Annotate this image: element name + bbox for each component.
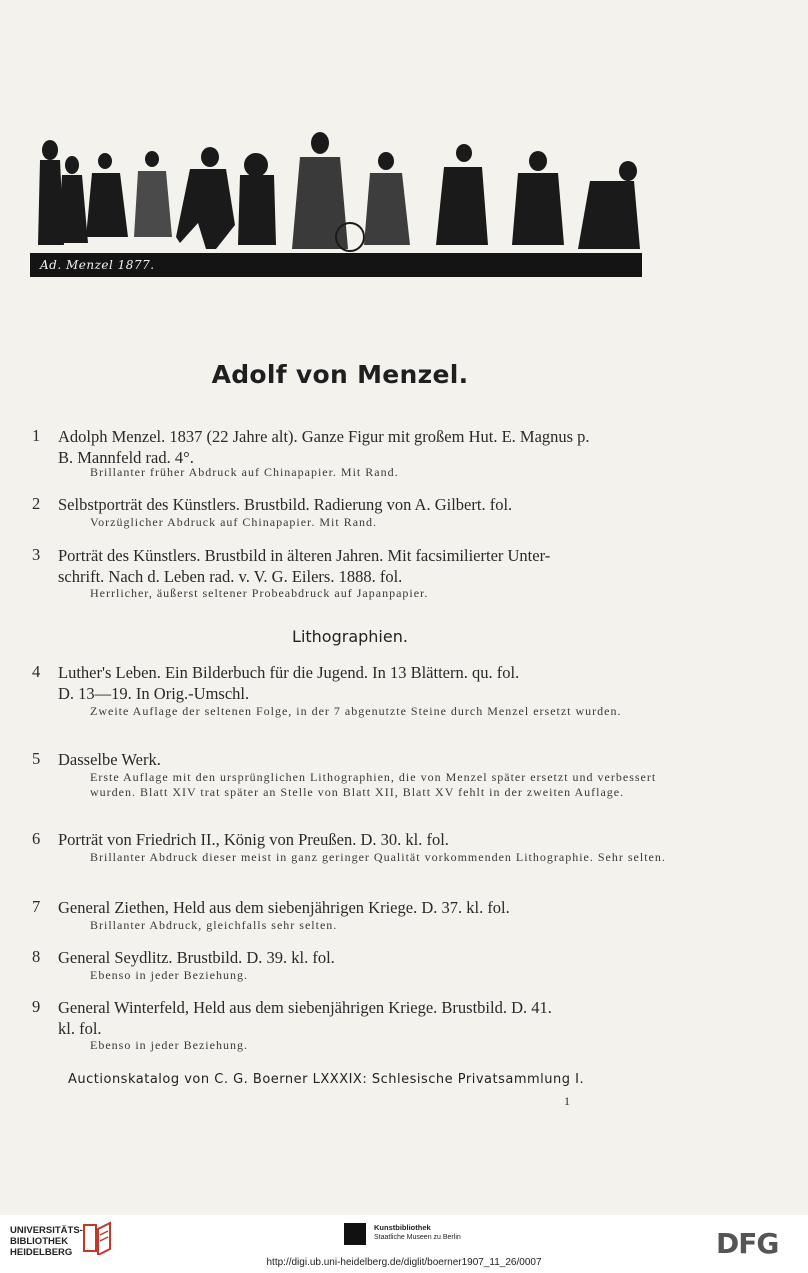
- entry-note: Erste Auflage mit den ursprünglichen Lithographien, die von Menzel später ersetzt und verbessert wurden. Blatt XIV trat später an Stelle von Blatt XII, Blatt XV fehlt in der zweiten Auflage.: [90, 770, 657, 799]
- entry-title: Luther's Leben. Ein Bilderbuch für die Jugend. In 13 Blättern. qu. fol. D. 13—19. In Orig.-Umschl.: [58, 663, 520, 703]
- dfg-logo[interactable]: DFG: [716, 1227, 779, 1260]
- entry-title: Adolph Menzel. 1837 (22 Jahre alt). Ganze Figur mit großem Hut. E. Magnus p. B. Mannfeld rad. 4°.: [58, 427, 590, 467]
- entry-title: Dasselbe Werk.: [58, 750, 161, 769]
- entry-number: 2: [32, 494, 41, 513]
- entry-number: 4: [32, 662, 41, 681]
- entry-number: 5: [32, 749, 41, 768]
- entry-note: Ebenso in jeder Beziehung.: [90, 968, 248, 982]
- kb-title: Kunstbibliothek: [374, 1223, 431, 1232]
- entry-number: 3: [32, 545, 41, 564]
- entry-note: Vorzüglicher Abdruck auf Chinapapier. Mit Rand.: [90, 515, 378, 529]
- kunstbibliothek-label: [374, 1223, 461, 1242]
- entry-note: Herrlicher, äußerst seltener Probeabdruck auf Japanpapier.: [90, 586, 429, 600]
- entry-note: Zweite Auflage der seltenen Folge, in der 7 abgenutzte Steine durch Menzel ersetzt wurden.: [90, 704, 622, 718]
- entry-title: General Winterfeld, Held aus dem siebenjährigen Kriege. Brustbild. D. 41. kl. fol.: [58, 998, 552, 1038]
- entry-number: 7: [32, 897, 41, 916]
- uni-logo-line: UNIVERSITÄTS-: [10, 1225, 83, 1236]
- digitization-footer: [0, 1215, 808, 1273]
- catalog-footer-line: Auctionskatalog von C. G. Boerner LXXXIX: Schlesische Privatsammlung I.: [68, 1072, 585, 1087]
- section-heading: Lithographien.: [292, 627, 408, 646]
- entry-number: 8: [32, 947, 41, 966]
- entry-number: 6: [32, 829, 41, 848]
- kb-subtitle: Staatliche Museen zu Berlin: [374, 1234, 461, 1241]
- page-number: 1: [564, 1094, 570, 1108]
- uni-logo-line: HEIDELBERG: [10, 1247, 73, 1258]
- entry-note: Brillanter Abdruck, gleichfalls sehr selten.: [90, 918, 338, 932]
- artist-signature: Ad. Menzel 1877.: [40, 258, 155, 272]
- entry-title: Porträt des Künstlers. Brustbild in älteren Jahren. Mit facsimilierter Unter- schrift. Nach d. Leben rad. v. V. G. Eilers. 1888. fol.: [58, 546, 551, 586]
- university-seal-icon: [80, 1221, 114, 1255]
- entry-note: Brillanter früher Abdruck auf Chinapapier. Mit Rand.: [90, 465, 399, 479]
- university-library-logo[interactable]: [10, 1225, 83, 1258]
- uni-logo-line: BIBLIOTHEK: [10, 1236, 69, 1247]
- permalink-url[interactable]: http://digi.ub.uni-heidelberg.de/diglit/boerner1907_11_26/0007: [266, 1257, 542, 1268]
- entry-number: 1: [32, 426, 41, 445]
- entry-title: Porträt von Friedrich II., König von Preußen. D. 30. kl. fol.: [58, 830, 449, 849]
- entry-title: General Seydlitz. Brustbild. D. 39. kl. fol.: [58, 948, 335, 967]
- page-title: Adolf von Menzel.: [211, 360, 469, 389]
- entry-note: Ebenso in jeder Beziehung.: [90, 1038, 248, 1052]
- kunstbibliothek-logo-icon[interactable]: [344, 1223, 366, 1245]
- entry-number: 9: [32, 997, 41, 1016]
- entry-title: General Ziethen, Held aus dem siebenjährigen Kriege. D. 37. kl. fol.: [58, 898, 510, 917]
- entry-title: Selbstporträt des Künstlers. Brustbild. Radierung von A. Gilbert. fol.: [58, 495, 513, 514]
- entry-note: Brillanter Abdruck dieser meist in ganz geringer Qualität vorkommenden Lithographie. Sehr selten.: [90, 850, 666, 864]
